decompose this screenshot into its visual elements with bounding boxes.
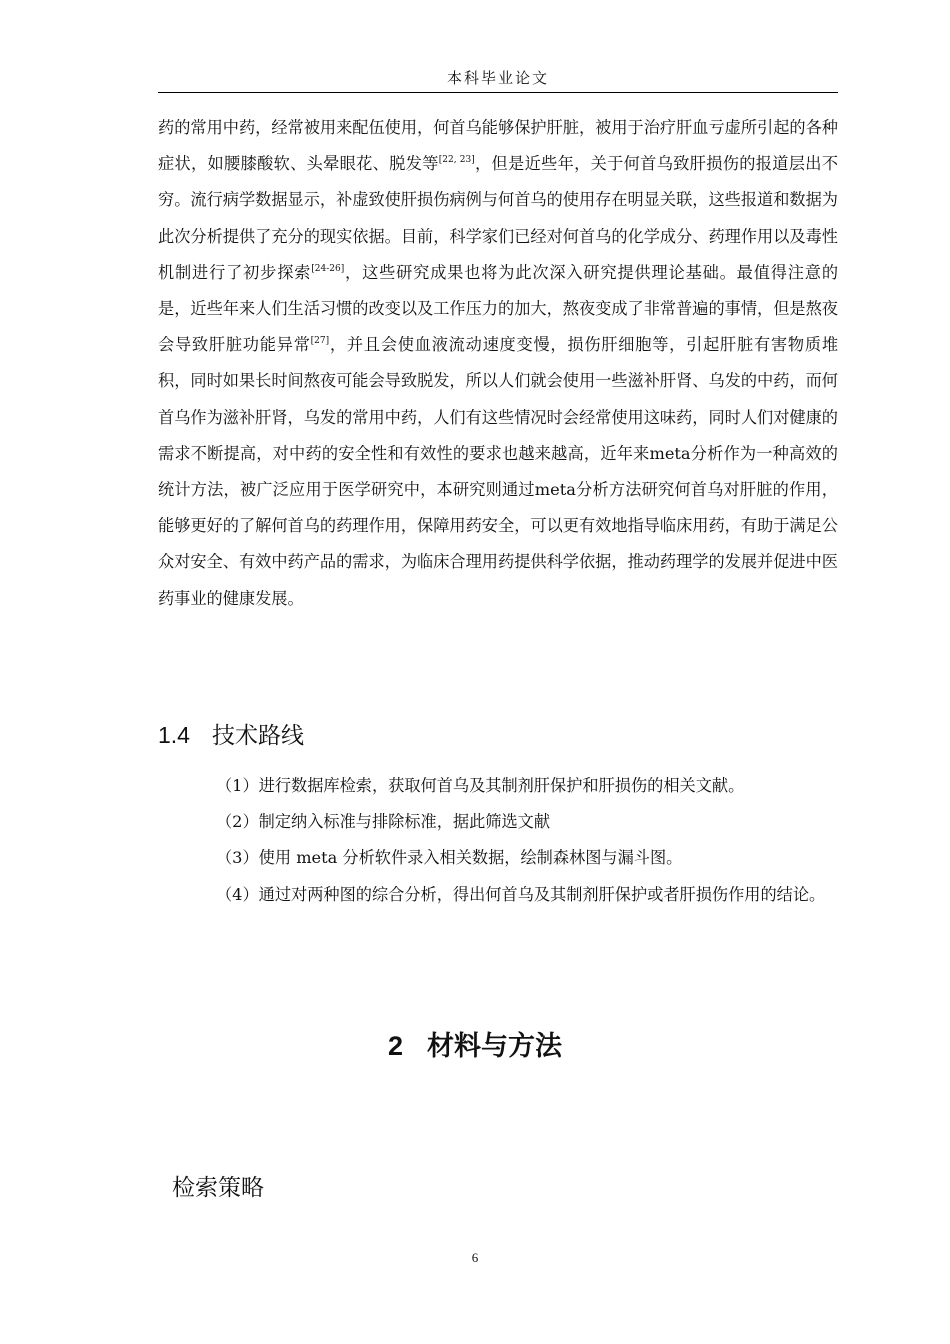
technical-route-list	[170, 768, 838, 913]
body-paragraph	[158, 110, 838, 617]
section-title: 技术路线	[211, 723, 304, 749]
chapter-title: 材料与方法	[427, 1031, 563, 1062]
list-item: （2）制定纳入标准与排除标准，据此筛选文献	[216, 812, 551, 832]
section-heading-1-4	[158, 715, 304, 756]
paragraph-segment: ，这些研究成果也将为此次深入研究提供理论基础。最值得注意的是，近些年来人们生活习惯的改变以及工作压力的加大，熬夜变成了非常普遍的事情，但是熬夜会导致肝脏功能异常	[158, 262, 839, 355]
list-item: （3）使用 meta 分析软件录入相关数据，绘制森林图与漏斗图。	[216, 848, 683, 868]
page-number: 6	[471, 1250, 479, 1265]
list-item: （4）通过对两种图的综合分析，得出何首乌及其制剂肝保护或者肝损伤作用的结论。	[216, 884, 826, 904]
paragraph-segment: ，但是近些年，关于何首乌致肝损伤的报道层出不穷。流行病学数据显示，补虚致使肝损伤病例与何首乌的使用存在明显关联，这些报道和数据为此次分析提供了充分的现实依据。目前，科学家们已经对何首乌的化学成分、药理作用以及毒性机制进行了初步探索	[158, 154, 839, 282]
section-number: 1.4	[158, 722, 190, 748]
citation: [24-26]	[311, 263, 345, 274]
chapter-number: 2	[387, 1031, 404, 1061]
chapter-heading	[0, 1024, 950, 1069]
citation: [27]	[310, 336, 330, 347]
citation: [22, 23]	[438, 155, 475, 166]
paragraph-segment: ，并且会使血液流动速度变慢，损伤肝细胞等，引起肝脏有害物质堆积，同时如果长时间熬夜可能会导致脱发，所以人们就会使用一些滋补肝肾、乌发的中药，而何首乌作为滋补肝肾，乌发的常用中药，人们有这些情况时会经常使用这味药，同时人们对健康的需求不断提高，对中药的安全性和有效性的要求也越来越高，近年来meta分析作为一种高效的统计方法，被广泛应用于医学研究中，本研究则通过meta分析方法研究何首乌对肝脏的作用，能够更好的了解何首乌的药理作用，保障用药安全，可以更有效地指导临床用药，有助于满足公众对安全、有效中药产品的需求，为临床合理用药提供科学依据，推动药理学的发展并促进中医药事业的健康发展。	[158, 335, 839, 608]
header-divider	[158, 92, 838, 93]
page-header-title: 本科毕业论文	[446, 69, 549, 87]
subsection-heading: 检索策略	[172, 1175, 264, 1201]
paragraph-segment: 药的常用中药，经常被用来配伍使用，何首乌能够保护肝脏，被用于治疗肝血亏虚所引起的各种症状，如腰膝酸软、头晕眼花、脱发等	[158, 118, 838, 174]
paragraph-text	[158, 110, 838, 617]
list-item: （1）进行数据库检索，获取何首乌及其制剂肝保护和肝损伤的相关文献。	[216, 776, 745, 795]
